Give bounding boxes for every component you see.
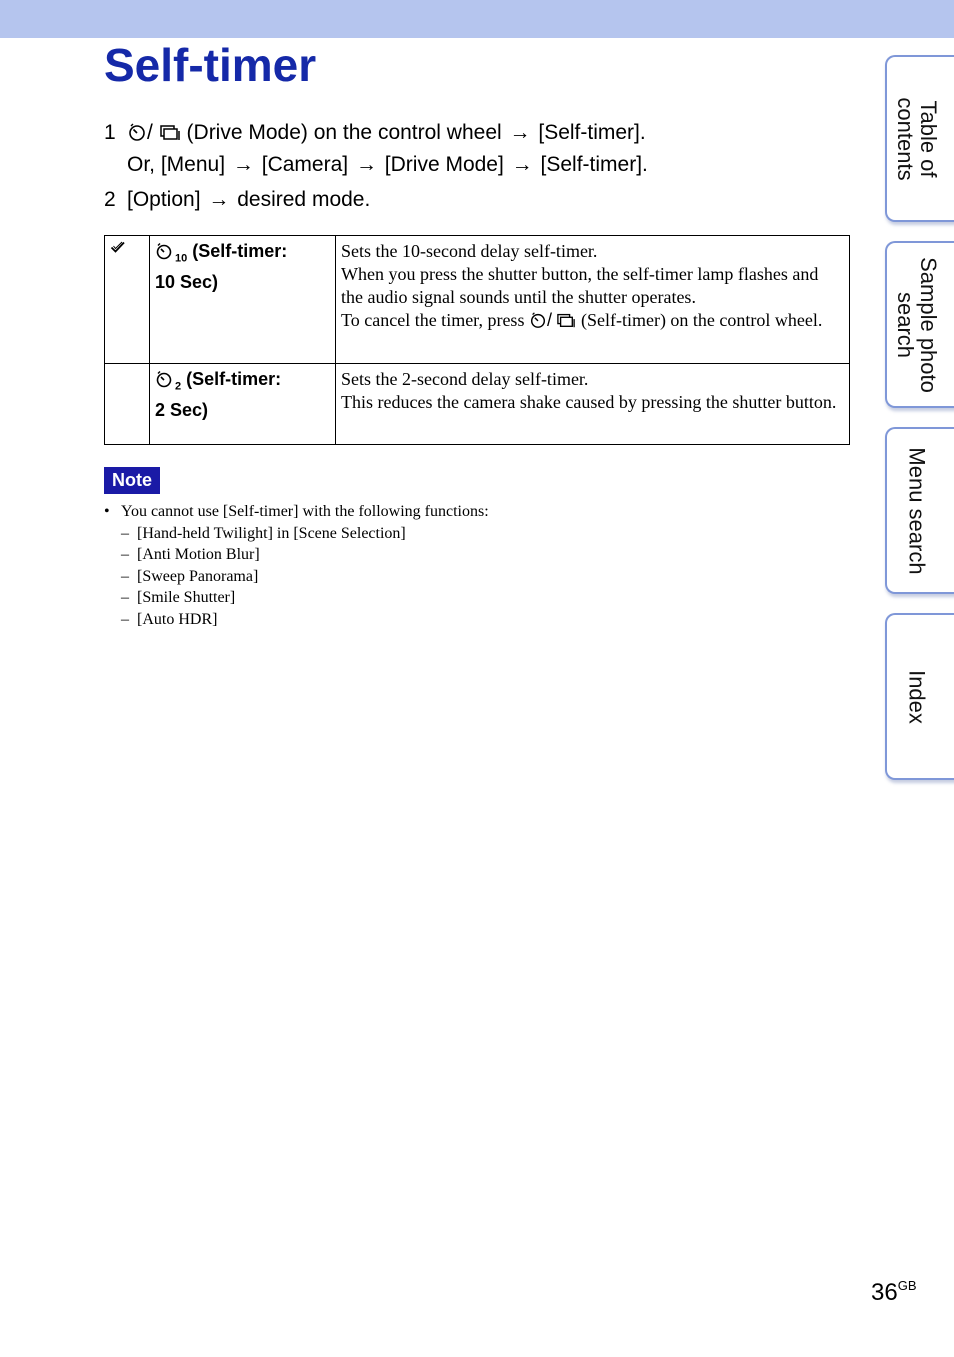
menu-path-camera: [Camera] — [261, 153, 349, 176]
option-name — [150, 364, 336, 445]
drive-mode-icon — [159, 121, 181, 150]
menu-path-self-timer: [Self-timer]. — [540, 153, 648, 176]
desc-text: To cancel the timer, press — [341, 310, 525, 330]
list-item — [104, 587, 489, 609]
dash-mark: – — [121, 546, 129, 563]
tab-index[interactable] — [885, 613, 954, 780]
dash-mark: – — [121, 524, 129, 542]
list-item-text: [Sweep Panorama] — [137, 567, 259, 585]
page-number — [871, 1278, 917, 1307]
tab-label: Sample photo search — [893, 256, 941, 393]
table-row — [105, 236, 850, 364]
icon-separator: / — [546, 310, 552, 330]
note-intro: You cannot use [Self-timer] with the following functions: — [121, 503, 489, 520]
menu-path-menu: Or, [Menu] — [127, 153, 226, 176]
desc-line: Sets the 10-second delay self-timer. — [341, 241, 598, 261]
step-2 — [104, 185, 648, 214]
list-item-text: [Hand-held Twilight] in [Scene Selection] — [137, 524, 406, 542]
list-item — [104, 544, 489, 566]
step-number: 2 — [104, 188, 116, 211]
list-item-text: [Smile Shutter] — [137, 589, 236, 606]
arrow-icon: → — [509, 121, 531, 144]
arrow-icon: → — [511, 153, 533, 176]
arrow-icon: → — [208, 188, 230, 211]
arrow-icon: → — [355, 153, 377, 176]
self-timer-icon — [155, 370, 175, 394]
dash-mark: – — [121, 610, 129, 628]
table-row — [105, 364, 850, 445]
dash-mark: – — [121, 567, 129, 585]
note-bullet — [104, 501, 489, 523]
check-cell — [105, 364, 150, 445]
list-item-text: [Anti Motion Blur] — [137, 546, 260, 563]
option-name — [150, 236, 336, 364]
note-list — [104, 501, 489, 630]
page-title: Self-timer — [104, 39, 317, 91]
tab-label: Menu search — [904, 446, 930, 575]
option-name-line2: 2 Sec) — [155, 399, 209, 420]
timer-subscript: 2 — [175, 380, 182, 393]
tab-menu-search[interactable] — [885, 427, 954, 594]
self-timer-icon — [127, 121, 147, 150]
step-2-option: [Option] — [127, 188, 201, 211]
list-item — [104, 609, 489, 631]
tab-sample-photo-search[interactable] — [885, 241, 954, 408]
page-number-suffix: GB — [897, 1278, 917, 1293]
step-2-text: desired mode. — [237, 188, 371, 211]
option-description — [336, 236, 850, 364]
step-number: 1 — [104, 121, 116, 144]
self-timer-icon — [529, 311, 547, 335]
note-badge: Note — [104, 467, 160, 494]
check-icon — [110, 241, 126, 258]
step-1-text: (Drive Mode) on the control wheel — [186, 121, 502, 144]
timer-subscript: 10 — [175, 252, 188, 265]
desc-text: (Self-timer) on the control wheel. — [580, 310, 823, 330]
desc-line: Sets the 2-second delay self-timer. — [341, 369, 589, 389]
tab-label: Table of contents — [893, 96, 941, 181]
top-banner — [0, 0, 954, 38]
check-cell — [105, 236, 150, 364]
desc-line: When you press the shutter button, the self-timer lamp flashes and the audio signal sounds until the shutter operates. — [341, 264, 819, 307]
arrow-icon: → — [232, 153, 254, 176]
steps — [104, 118, 648, 214]
option-description — [336, 364, 850, 445]
option-name-line1: (Self-timer: — [192, 241, 288, 261]
tab-label: Index — [904, 669, 930, 724]
step-1-end: [Self-timer]. — [538, 121, 646, 144]
option-name-line2: 10 Sec) — [155, 271, 219, 292]
dash-mark: – — [121, 589, 129, 606]
options-table — [104, 235, 850, 445]
list-item-text: [Auto HDR] — [137, 610, 218, 628]
icon-separator: / — [147, 121, 153, 144]
page-number-value: 36 — [871, 1279, 898, 1306]
menu-path-drive-mode: [Drive Mode] — [384, 153, 504, 176]
desc-line — [341, 309, 844, 335]
list-item — [104, 523, 489, 545]
drive-mode-icon — [556, 311, 576, 335]
step-1 — [104, 118, 648, 179]
list-item — [104, 566, 489, 588]
tab-table-of-contents[interactable] — [885, 55, 954, 222]
self-timer-icon — [155, 242, 175, 266]
bullet-mark: • — [104, 503, 110, 520]
option-name-line1: (Self-timer: — [186, 369, 282, 389]
desc-line: This reduces the camera shake caused by pressing the shutter button. — [341, 392, 837, 412]
